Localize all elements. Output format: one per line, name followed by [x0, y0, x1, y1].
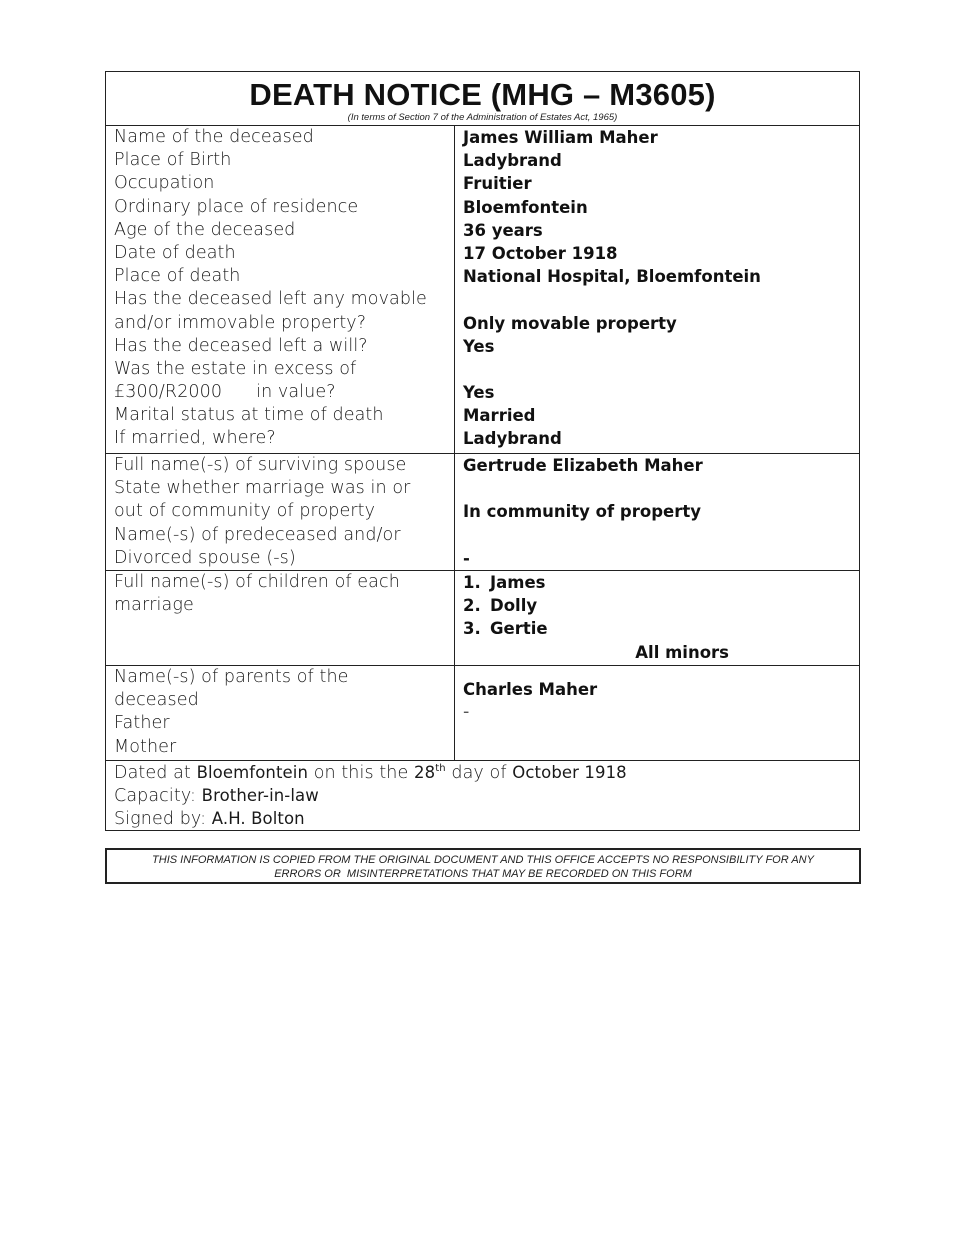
value-surviving-spouse: Gertrude Elizabeth Maher — [463, 456, 703, 475]
value-occupation: Fruitier — [463, 174, 532, 194]
label-married-where: If married, where? — [114, 428, 276, 449]
label-estate-excess-1: Was the estate in excess of — [114, 358, 357, 379]
dated-day-of: day of — [451, 763, 507, 783]
value-residence: Bloemfontein — [463, 197, 588, 217]
label-community-2: out of community of property — [114, 501, 376, 522]
label-surviving-spouse: Full name(-s) of surviving spouse — [114, 455, 407, 475]
death-notice-form — [105, 71, 860, 831]
value-age: 36 years — [463, 220, 543, 240]
value-name-of-deceased: James William Maher — [463, 128, 658, 147]
spouse-values — [455, 454, 859, 570]
capacity-label: Capacity: — [114, 786, 196, 807]
deceased-values — [455, 126, 859, 453]
capacity-value: Brother-in-law — [201, 786, 319, 806]
list-item — [463, 617, 859, 640]
value-place-of-death: National Hospital, Bloemfontein — [463, 267, 761, 287]
dated-month-year: October 1918 — [512, 763, 627, 782]
label-place-of-death: Place of death — [114, 266, 241, 287]
value-estate-excess: Yes — [463, 383, 495, 403]
label-residence: Ordinary place of residence — [114, 196, 359, 217]
children-section — [106, 571, 859, 666]
label-estate-excess-2: £300/R2000 in value? — [114, 382, 336, 403]
dated-place: Bloemfontein — [196, 763, 309, 782]
label-father: Father — [114, 713, 170, 734]
day-suffix: th — [435, 762, 446, 774]
value-date-of-death: 17 October 1918 — [463, 243, 618, 263]
value-property: Only movable property — [463, 313, 677, 333]
label-place-of-birth: Place of Birth — [114, 150, 232, 171]
children-note: All minors — [635, 642, 729, 662]
child-name: Gertie — [490, 619, 548, 639]
label-parents-1: Name(-s) of parents of the — [114, 667, 349, 687]
children-values — [455, 571, 859, 665]
disclaimer-line-2: ERRORS OR MISINTERPRETATIONS THAT MAY BE RECORDED ON THIS FORM — [274, 868, 692, 880]
title-block — [106, 72, 859, 126]
list-number: 1. — [463, 573, 481, 592]
value-place-of-birth: Ladybrand — [463, 151, 562, 171]
signed-by-value: A.H. Bolton — [211, 809, 305, 829]
spouse-labels — [106, 454, 455, 570]
label-age: Age of the deceased — [114, 219, 296, 240]
value-father: Charles Maher — [463, 680, 598, 699]
value-property-1 — [463, 288, 859, 311]
dated-line — [114, 761, 859, 784]
value-estate-excess-1 — [463, 358, 859, 381]
dated-at-prefix: Dated at — [114, 763, 191, 783]
value-community-1 — [463, 477, 859, 500]
label-parents-2: deceased — [114, 690, 199, 711]
value-predeceased: - — [463, 548, 470, 568]
value-marital-status: Married — [463, 406, 536, 426]
label-children-1: Full name(-s) of children of each — [114, 572, 400, 592]
label-date-of-death: Date of death — [114, 242, 236, 263]
value-married-where: Ladybrand — [463, 429, 562, 449]
signed-by-line — [114, 807, 859, 830]
label-mother: Mother — [114, 736, 177, 757]
capacity-line — [114, 784, 859, 807]
children-labels — [106, 571, 455, 665]
label-marital-status: Marital status at time of death — [114, 405, 384, 426]
deceased-section — [106, 126, 859, 454]
disclaimer-box — [105, 848, 861, 884]
label-name-of-deceased: Name of the deceased — [114, 127, 314, 147]
label-property-1: Has the deceased left any movable — [114, 289, 427, 310]
parents-labels — [106, 666, 455, 760]
label-children-2: marriage — [114, 595, 194, 616]
dated-day: 28th — [414, 762, 446, 782]
value-mother: - — [463, 702, 470, 723]
parents-section — [106, 666, 859, 761]
value-predeceased-1 — [463, 524, 859, 547]
label-property-2: and/or immovable property? — [114, 312, 367, 333]
child-name: Dolly — [490, 596, 538, 616]
page-subtitle: (In terms of Section 7 of the Administration of Estates Act, 1965) — [347, 112, 618, 123]
list-number: 3. — [463, 619, 481, 639]
label-will: Has the deceased left a will? — [114, 335, 368, 356]
page-title: DEATH NOTICE (MHG – M3605) — [249, 77, 716, 112]
list-item — [463, 571, 859, 594]
list-item — [463, 594, 859, 617]
deceased-labels — [106, 126, 455, 453]
value-will: Yes — [463, 336, 495, 356]
list-number: 2. — [463, 596, 481, 616]
value-community: In community of property — [463, 502, 701, 522]
signature-section — [106, 761, 859, 830]
parents-values — [455, 666, 859, 760]
label-predeceased-2: Divorced spouse (-s) — [114, 547, 296, 568]
label-occupation: Occupation — [114, 173, 215, 194]
dated-on-this: on this the — [313, 763, 409, 783]
label-community-1: State whether marriage was in or — [114, 478, 411, 499]
signed-by-label: Signed by: — [114, 809, 207, 830]
disclaimer-line-1: THIS INFORMATION IS COPIED FROM THE ORIGINAL DOCUMENT AND THIS OFFICE ACCEPTS NO RESPONSIBILITY FOR ANY — [152, 854, 814, 866]
spouse-section — [106, 454, 859, 571]
child-name: James — [490, 573, 546, 592]
label-predeceased-1: Name(-s) of predeceased and/or — [114, 524, 401, 545]
